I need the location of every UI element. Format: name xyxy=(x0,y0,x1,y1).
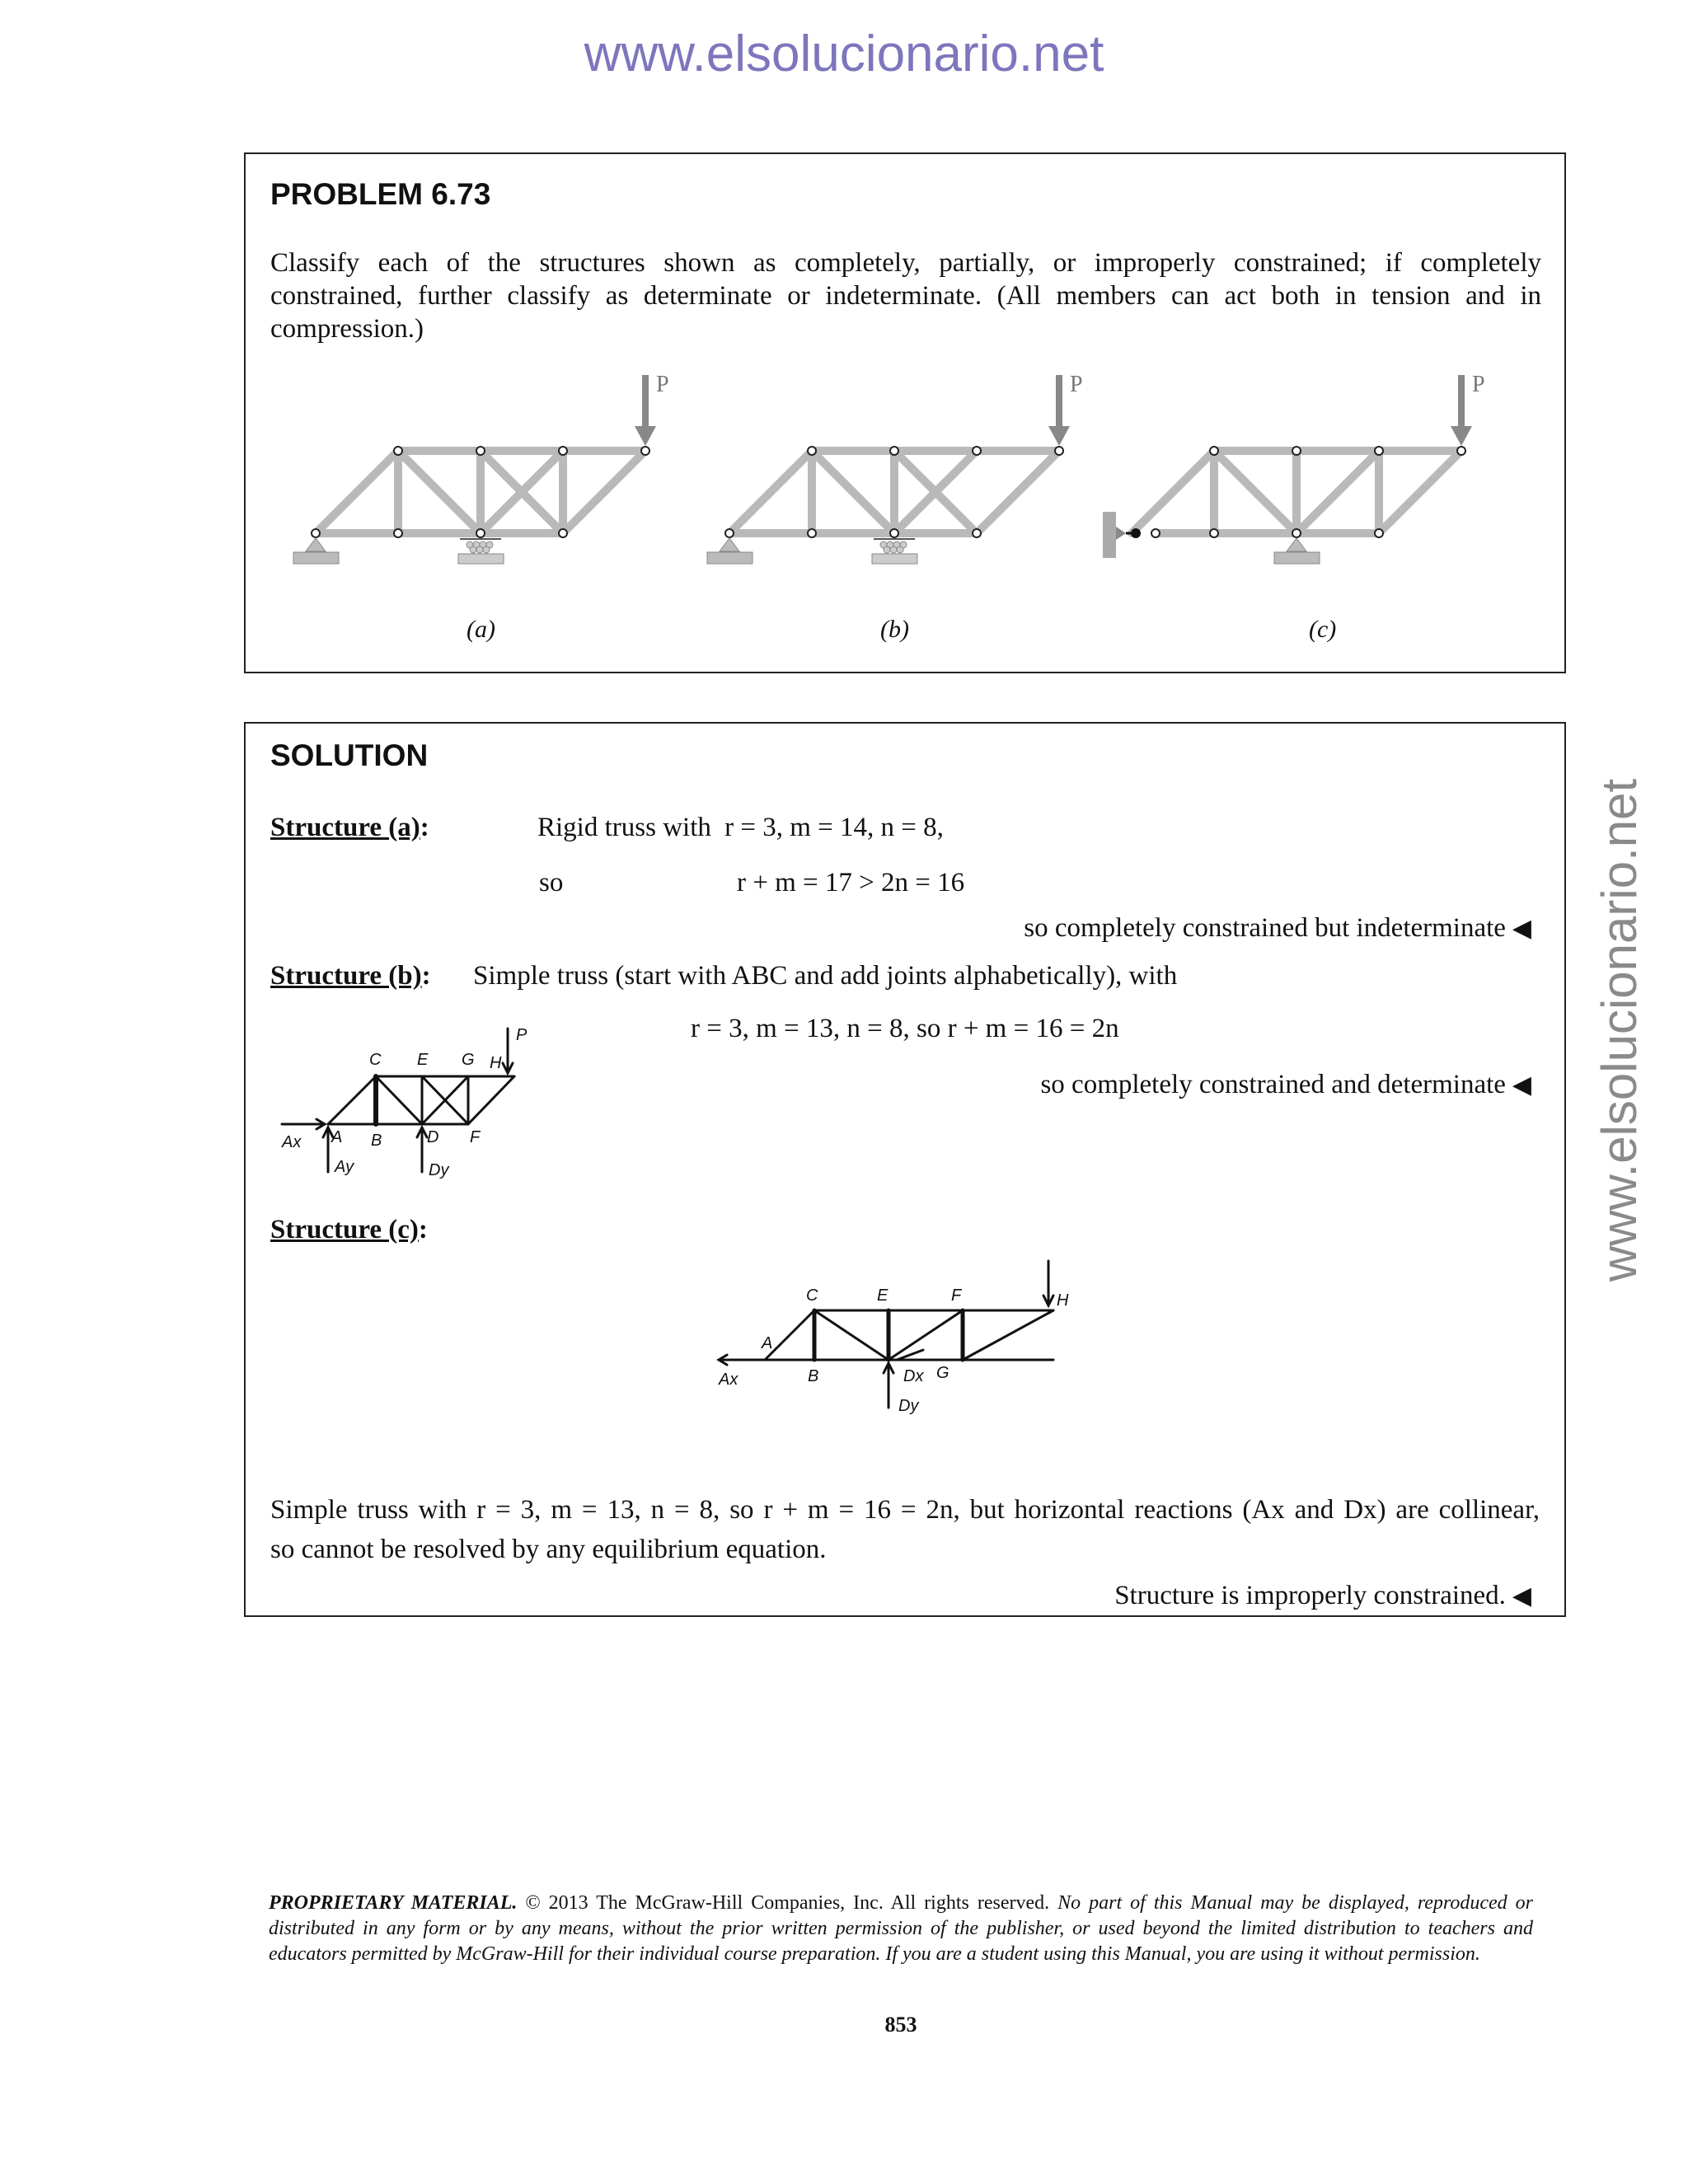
figure-label-a: (a) xyxy=(467,616,495,643)
structure-b-title xyxy=(270,961,431,991)
truss-figure-b xyxy=(701,372,1113,589)
sketch-c-label-h: H xyxy=(1057,1291,1069,1310)
truss-a-members xyxy=(316,451,645,533)
sketch-b-label-d: D xyxy=(427,1128,439,1146)
roller-support-a xyxy=(458,539,504,564)
sketch-c-label-dx: Dx xyxy=(903,1367,924,1385)
sketch-c-label-ax: Ax xyxy=(719,1371,738,1389)
structure-b-colon: : xyxy=(421,961,431,991)
sketch-b-label-p: P xyxy=(516,1026,528,1044)
figure-label-b: (b) xyxy=(880,616,909,643)
truss-figure-c xyxy=(1103,372,1531,589)
load-label-a: P xyxy=(656,372,669,397)
truss-c-members xyxy=(1132,451,1461,533)
structure-c-colon: : xyxy=(418,1215,428,1244)
sketch-c-label-g: G xyxy=(936,1364,950,1382)
footer-notice xyxy=(269,1891,1533,1967)
load-label-c: P xyxy=(1472,372,1485,397)
structure-a-conclusion-text: so completely constrained but indeterminate xyxy=(1024,913,1506,943)
load-arrow-c xyxy=(1451,375,1472,446)
figure-label-c: (c) xyxy=(1309,616,1337,643)
sketch-structure-c xyxy=(707,1258,1136,1472)
structure-c-title xyxy=(270,1215,428,1245)
footer-copyright: © 2013 The McGraw-Hill Companies, Inc. All rights reserved. xyxy=(525,1892,1050,1914)
roller-support-b xyxy=(872,539,917,564)
structure-c-text-line2: so cannot be resolved by any equilibrium equation. xyxy=(270,1535,827,1564)
structure-b-conclusion-text: so completely constrained and determinate xyxy=(1040,1070,1506,1099)
structure-a-title-text: Structure (a) xyxy=(270,813,420,842)
structure-a-inequality: r + m = 17 > 2n = 16 xyxy=(737,868,965,898)
structure-a-text xyxy=(537,813,944,843)
sketch-c-label-f: F xyxy=(951,1286,962,1305)
pin-support-a xyxy=(293,538,339,564)
structure-a-equation: r = 3, m = 14, n = 8, xyxy=(724,813,944,842)
structure-a-title xyxy=(270,813,429,843)
load-arrow-a xyxy=(635,375,656,446)
footer-lead: PROPRIETARY MATERIAL. xyxy=(269,1892,518,1914)
structure-b-conclusion xyxy=(1040,1070,1531,1100)
footer-notice-text: No part of this Manual may be displayed, reproduced or distributed in any form or by any means, without the prior written permission of the publisher, or used beyond the limited distribution to teachers and educators permitted by McGraw-Hill for their individual course preparation. If you are a student using this Manual, you are using it without permission. xyxy=(269,1892,1534,1965)
pin-support-b xyxy=(707,538,753,564)
structure-a-so: so xyxy=(539,868,564,898)
structure-a-colon: : xyxy=(420,813,429,842)
wall-support-c xyxy=(1103,512,1141,558)
sketch-b-label-g: G xyxy=(462,1051,475,1069)
structure-c-text-line1: Simple truss with r = 3, m = 13, n = 8, so r + m = 16 = 2n, but horizontal reactions (Ax and Dx) are collinear, xyxy=(270,1495,1540,1525)
answer-marker-icon: ◀ xyxy=(1512,1071,1531,1099)
sketch-c-label-e: E xyxy=(877,1286,889,1305)
sketch-c-label-c: C xyxy=(806,1286,818,1305)
problem-statement-line3: compression.) xyxy=(270,314,424,344)
sketch-b-label-a: A xyxy=(331,1128,343,1146)
truss-b-members xyxy=(729,451,1059,533)
page-number: 853 xyxy=(884,2013,917,2036)
truss-figure-a xyxy=(287,372,699,589)
answer-marker-icon: ◀ xyxy=(1512,1582,1531,1610)
structure-a-conclusion xyxy=(1024,913,1531,944)
problem-heading: PROBLEM 6.73 xyxy=(270,177,491,211)
structure-c-title-text: Structure (c) xyxy=(270,1215,419,1244)
sketch-b-label-dy: Dy xyxy=(429,1161,449,1179)
watermark-top: www.elsolucionario.net xyxy=(584,26,1104,82)
solution-heading: SOLUTION xyxy=(270,738,429,772)
structure-a-text-label: Rigid truss with xyxy=(537,813,711,842)
structure-c-conclusion-text: Structure is improperly constrained. xyxy=(1114,1581,1506,1610)
structure-c-conclusion xyxy=(1114,1581,1531,1611)
problem-statement-line1: Classify each of the structures shown as completely, partially, or improperly constrained; if completely xyxy=(270,248,1541,278)
sketch-b-label-h: H xyxy=(490,1054,502,1072)
sketch-structure-b xyxy=(275,1022,638,1212)
sketch-b-label-ax: Ax xyxy=(282,1133,302,1151)
sketch-b-label-ay: Ay xyxy=(335,1158,354,1176)
structure-b-equation: r = 3, m = 13, n = 8, so r + m = 16 = 2n xyxy=(691,1014,1119,1043)
solution-box xyxy=(244,722,1566,1617)
pin-support-c xyxy=(1274,538,1320,564)
sketch-c-label-dy: Dy xyxy=(898,1397,919,1415)
watermark-side: www.elsolucionario.net xyxy=(1592,778,1647,1282)
structure-b-text: Simple truss (start with ABC and add joints alphabetically), with xyxy=(473,961,1178,991)
sketch-b-label-b: B xyxy=(371,1132,382,1150)
answer-marker-icon: ◀ xyxy=(1512,915,1531,942)
sketch-c-label-b: B xyxy=(808,1367,819,1385)
problem-box xyxy=(244,152,1566,673)
sketch-b-label-e: E xyxy=(417,1051,429,1069)
load-arrow-b xyxy=(1048,375,1070,446)
problem-statement-line2: constrained, further classify as determinate or indeterminate. (All members can act both in tension and in xyxy=(270,281,1541,311)
load-label-b: P xyxy=(1070,372,1083,397)
sketch-b-label-c: C xyxy=(369,1051,382,1069)
structure-b-title-text: Structure (b) xyxy=(270,961,422,991)
sketch-c-label-a: A xyxy=(762,1334,773,1352)
sketch-b-label-f: F xyxy=(470,1128,481,1146)
